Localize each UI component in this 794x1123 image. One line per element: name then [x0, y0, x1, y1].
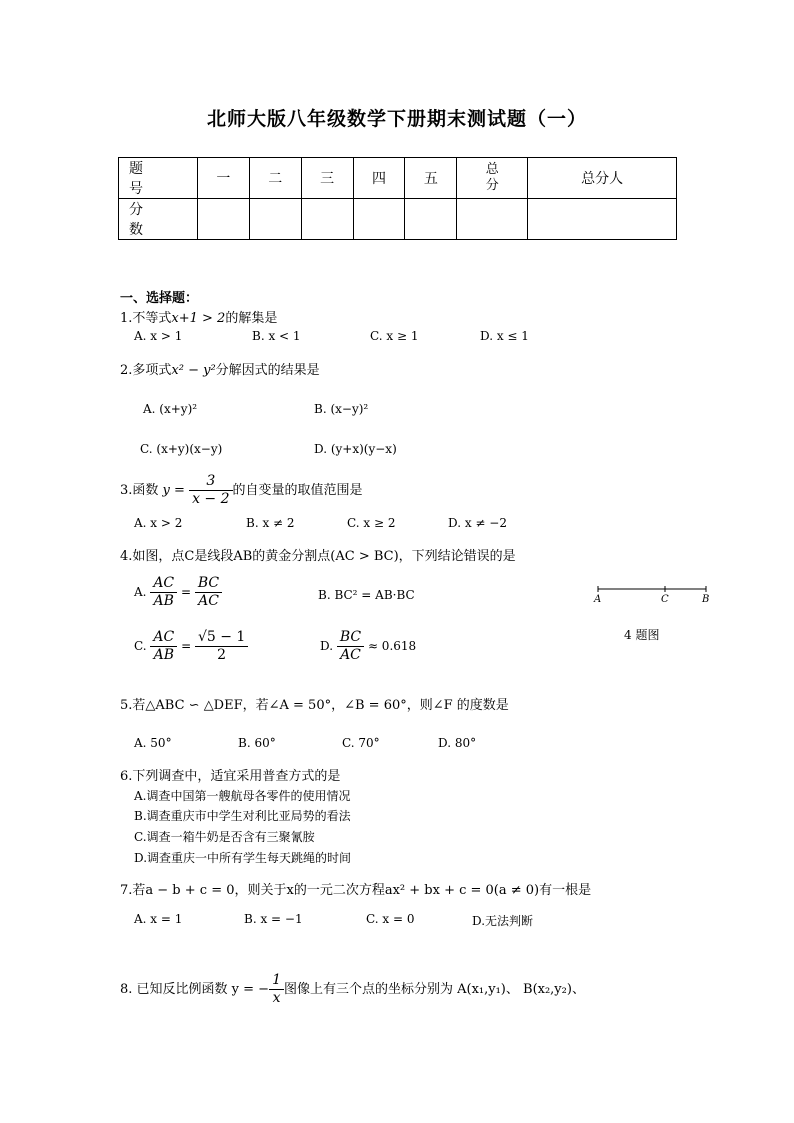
question-1: [120, 307, 277, 326]
score-table-cell: 五: [405, 158, 457, 199]
option-c: C. x = 0: [366, 912, 415, 926]
question-text: 3.函数: [120, 483, 159, 498]
segment-figure: [592, 582, 712, 612]
option-d: D. 80°: [438, 736, 477, 750]
option-b: B. BC² = AB·BC: [318, 588, 415, 602]
option-d: D.调查重庆一中所有学生每天跳绳的时间: [134, 851, 352, 865]
option-c: C. (x+y)(x−y): [140, 442, 223, 456]
score-table-blank: [528, 199, 677, 240]
option-b: B. (x−y)²: [314, 402, 369, 416]
score-table-cell: 四: [353, 158, 405, 199]
option-b: B.调查重庆市中学生对利比亚局势的看法: [134, 809, 351, 823]
option-a: A.调查中国第一艘航母各零件的使用情况: [134, 789, 351, 803]
option-label: C.: [134, 639, 147, 653]
score-table-cell-total: 总分: [457, 158, 528, 199]
option-label: D.: [320, 639, 334, 653]
option-d: D.无法判断: [472, 914, 534, 928]
option-c: C.调查一箱牛奶是否含有三聚氰胺: [134, 830, 315, 844]
score-table-cell: 三: [301, 158, 353, 199]
question-8: [120, 972, 585, 1007]
fraction-numerator: 1: [269, 972, 284, 990]
option-d: D. x ≤ 1: [480, 329, 529, 343]
math-expr: x+1 > 2: [171, 311, 226, 326]
point-label-b: B: [702, 594, 710, 605]
option-a: A. 50°: [134, 736, 172, 750]
score-table-blank: [301, 199, 353, 240]
option-a: A. x > 2: [134, 516, 183, 530]
math-expr: y =: [162, 483, 185, 498]
option-a: A. (x+y)²: [143, 402, 198, 416]
score-table-blank: [198, 199, 250, 240]
question-text: 的自变量的取值范围是: [232, 483, 363, 498]
fraction: $\frac{√5 - 1}{2}$: [195, 629, 248, 664]
option-b: B. x = −1: [244, 912, 303, 926]
math-expr: x² − y²: [171, 363, 216, 378]
option-b: B. x ≠ 2: [246, 516, 295, 530]
fraction: [189, 473, 232, 508]
fraction: [269, 972, 284, 1007]
option-d: D. x ≠ −2: [448, 516, 507, 530]
question-6: 6.下列调查中，适宜采用普查方式的是: [120, 769, 341, 784]
question-5: 5.若△ABC ∽ △DEF，若∠A = 50°，∠B = 60°，则∠F 的度数是: [120, 698, 509, 713]
math-expr: ≈ 0.618: [367, 639, 417, 653]
score-table-blank: [405, 199, 457, 240]
option-c: C. 70°: [342, 736, 380, 750]
question-text: 8. 已知反比例函数 y = −: [120, 982, 270, 997]
option-c: C. x ≥ 1: [370, 329, 419, 343]
figure-caption: 4 题图: [624, 628, 660, 642]
score-table-cell: 题 号: [119, 158, 198, 199]
question-2: [120, 359, 320, 378]
score-table: [118, 157, 677, 240]
score-table-cell: 一: [198, 158, 250, 199]
fraction-denominator: x: [272, 990, 281, 1006]
score-table-blank: [353, 199, 405, 240]
option-c: C. x ≥ 2: [347, 516, 396, 530]
point-label-c: C: [661, 594, 669, 605]
option-label: A.: [134, 585, 147, 599]
question-4: 4.如图，点C是线段AB的黄金分割点(AC > BC)，下列结论错误的是: [120, 549, 516, 564]
fraction-numerator: 3: [189, 473, 232, 491]
page-title: 北师大版八年级数学下册期末测试题（一）: [206, 108, 587, 130]
question-7: 7.若a − b + c = 0，则关于x的一元二次方程ax² + bx + c = 0(a ≠ 0)有一根是: [120, 883, 592, 898]
section-heading: 一、选择题：: [120, 291, 199, 306]
option-a: A. x = 1: [134, 912, 183, 926]
score-table-cell: 二: [249, 158, 301, 199]
score-table-score-row: [119, 199, 677, 240]
option-d: [320, 629, 416, 664]
fraction-denominator: x − 2: [192, 491, 230, 507]
question-text: 2.多项式: [120, 363, 172, 378]
fraction: $\frac{BC}{AC}$: [195, 575, 222, 610]
fraction: $\frac{AC}{AB}$: [150, 575, 177, 610]
score-table-cell: 总分人: [528, 158, 677, 199]
question-text: 分解因式的结果是: [215, 363, 320, 378]
question-text: 的解集是: [225, 311, 278, 326]
option-b: B. x < 1: [252, 329, 301, 343]
question-text: 1.不等式: [120, 311, 172, 326]
option-a: A. $\frac{AC}{AB}$ = $\frac{BC}{AC}$: [134, 575, 222, 610]
point-label-a: A: [594, 594, 602, 605]
question-3: [120, 473, 363, 508]
question-text: 图像上有三个点的坐标分别为 A(x₁,y₁)、 B(x₂,y₂)、: [283, 982, 585, 997]
score-table-blank: [457, 199, 528, 240]
option-a: A. x > 1: [134, 329, 183, 343]
fraction: $\frac{BC}{AC}$: [337, 629, 364, 664]
option-c: C. $\frac{AC}{AB}$ = $\frac{√5 - 1}{2}$: [134, 629, 248, 664]
score-table-blank: [249, 199, 301, 240]
score-table-cell: 分 数: [119, 199, 198, 240]
fraction: $\frac{AC}{AB}$: [150, 629, 177, 664]
option-d: D. (y+x)(y−x): [314, 442, 397, 456]
score-table-header-row: [119, 158, 677, 199]
option-b: B. 60°: [238, 736, 276, 750]
